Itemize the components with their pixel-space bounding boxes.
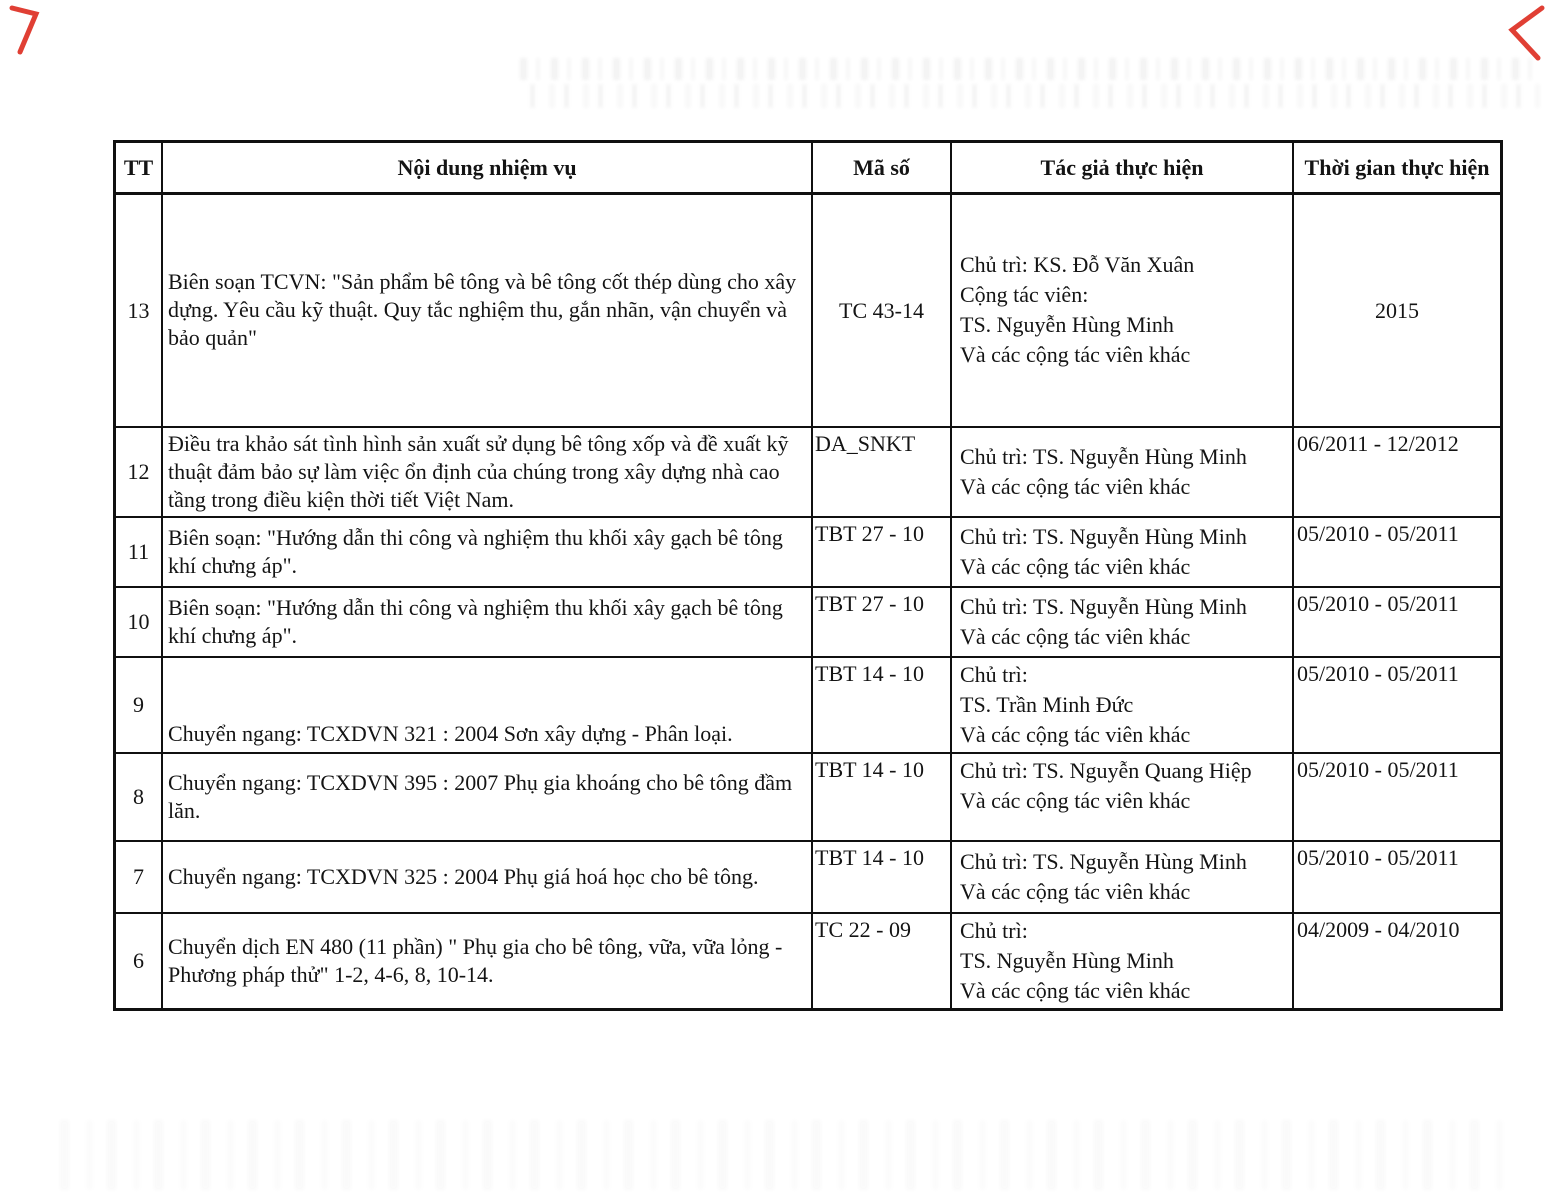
cell-tac_gia <box>951 841 1293 913</box>
red-pen-mark-top-left-icon <box>6 4 52 56</box>
text-line: Chủ trì: TS. Nguyễn Hùng Minh <box>960 593 1247 619</box>
text-line: Chủ trì: TS. Nguyễn Hùng Minh <box>960 848 1247 874</box>
table-body <box>115 194 1502 1010</box>
cell-tt: 9 <box>115 657 163 753</box>
cell-thoi_gian: 06/2011 - 12/2012 <box>1293 427 1502 517</box>
table-row-13 <box>115 194 1502 427</box>
table-header <box>115 142 1502 194</box>
column-header-content: Nội dung nhiệm vụ <box>162 142 812 194</box>
text-line: Chủ trì: TS. Nguyễn Hùng Minh <box>960 523 1247 549</box>
scan-ghost-band-top-2 <box>530 84 1540 108</box>
cell-content: Biên soạn: "Hướng dẫn thi công và nghiệm thu khối xây gạch bê tông khí chưng áp". <box>162 517 812 587</box>
text-line: TS. Trần Minh Đức <box>960 691 1134 717</box>
cell-ma_so: TC 22 - 09 <box>812 913 951 1010</box>
cell-thoi_gian: 04/2009 - 04/2010 <box>1293 913 1502 1010</box>
table-row-12 <box>115 427 1502 517</box>
cell-thoi_gian: 05/2010 - 05/2011 <box>1293 753 1502 841</box>
cell-thoi_gian: 05/2010 - 05/2011 <box>1293 517 1502 587</box>
text-line: Và các cộng tác viên khác <box>960 342 1191 368</box>
column-header-ma_so: Mã số <box>812 142 951 194</box>
tasks-table <box>113 140 1503 1011</box>
cell-content: Biên soạn: "Hướng dẫn thi công và nghiệm thu khối xây gạch bê tông khí chưng áp". <box>162 587 812 657</box>
cell-thoi_gian: 05/2010 - 05/2011 <box>1293 657 1502 753</box>
cell-tac_gia <box>951 587 1293 657</box>
text-line: TS. Nguyễn Hùng Minh <box>960 947 1174 973</box>
cell-content: Chuyển ngang: TCXDVN 325 : 2004 Phụ giá hoá học cho bê tông. <box>162 841 812 913</box>
cell-thoi_gian: 05/2010 - 05/2011 <box>1293 841 1502 913</box>
cell-ma_so: TBT 27 - 10 <box>812 517 951 587</box>
table-row-10 <box>115 587 1502 657</box>
cell-tt: 12 <box>115 427 163 517</box>
text-line: Chủ trì: TS. Nguyễn Quang Hiệp <box>960 757 1252 783</box>
cell-content: Chuyển dịch EN 480 (11 phần) " Phụ gia cho bê tông, vữa, vữa lỏng - Phương pháp thử" 1-2, 4-6, 8, 10-14. <box>162 913 812 1010</box>
text-line: Cộng tác viên: <box>960 282 1089 308</box>
cell-thoi_gian: 2015 <box>1293 194 1502 427</box>
header-row <box>115 142 1502 194</box>
text-line: Chủ trì: <box>960 661 1028 687</box>
cell-tt: 7 <box>115 841 163 913</box>
column-header-tac_gia: Tác giả thực hiện <box>951 142 1293 194</box>
cell-tt: 8 <box>115 753 163 841</box>
table-row-6 <box>115 913 1502 1010</box>
text-line: Và các cộng tác viên khác <box>960 553 1191 579</box>
text-line: Chủ trì: TS. Nguyễn Hùng Minh <box>960 443 1247 469</box>
text-line: Và các cộng tác viên khác <box>960 977 1191 1003</box>
cell-tac_gia <box>951 753 1293 841</box>
text-line: Và các cộng tác viên khác <box>960 721 1191 747</box>
column-header-tt: TT <box>115 142 163 194</box>
text-line: Chủ trì: <box>960 917 1028 943</box>
cell-tac_gia <box>951 657 1293 753</box>
cell-ma_so: TC 43-14 <box>812 194 951 427</box>
cell-tt: 10 <box>115 587 163 657</box>
table-row-7 <box>115 841 1502 913</box>
text-line: Và các cộng tác viên khác <box>960 878 1191 904</box>
text-line: TS. Nguyễn Hùng Minh <box>960 312 1174 338</box>
cell-tt: 11 <box>115 517 163 587</box>
table-row-11 <box>115 517 1502 587</box>
cell-tac_gia <box>951 194 1293 427</box>
cell-tt: 6 <box>115 913 163 1010</box>
table-row-8 <box>115 753 1502 841</box>
cell-tac_gia <box>951 913 1293 1010</box>
cell-thoi_gian: 05/2010 - 05/2011 <box>1293 587 1502 657</box>
cell-ma_so: TBT 14 - 10 <box>812 657 951 753</box>
red-pen-mark-top-right-icon <box>1498 4 1550 64</box>
cell-ma_so: TBT 14 - 10 <box>812 841 951 913</box>
text-line: Và các cộng tác viên khác <box>960 473 1191 499</box>
text-line: Chủ trì: KS. Đỗ Văn Xuân <box>960 252 1195 278</box>
text-line: Và các cộng tác viên khác <box>960 623 1191 649</box>
table-row-9 <box>115 657 1502 753</box>
cell-content: Chuyển ngang: TCXDVN 321 : 2004 Sơn xây dựng - Phân loại. <box>162 657 812 753</box>
cell-tac_gia <box>951 427 1293 517</box>
cell-content: Chuyển ngang: TCXDVN 395 : 2007 Phụ gia khoáng cho bê tông đầm lăn. <box>162 753 812 841</box>
cell-tac_gia <box>951 517 1293 587</box>
cell-content: Điều tra khảo sát tình hình sản xuất sử dụng bê tông xốp và đề xuất kỹ thuật đảm bảo sự làm việc ổn định của chúng trong xây dựng nhà cao tầng trong điều kiện thời tiết Việt Nam. <box>162 427 812 517</box>
cell-ma_so: DA_SNKT <box>812 427 951 517</box>
column-header-thoi_gian: Thời gian thực hiện <box>1293 142 1502 194</box>
cell-ma_so: TBT 27 - 10 <box>812 587 951 657</box>
scan-ghost-band-bottom <box>60 1120 1510 1190</box>
text-line: Và các cộng tác viên khác <box>960 787 1191 813</box>
cell-tt: 13 <box>115 194 163 427</box>
scan-ghost-band-top <box>520 58 1540 80</box>
cell-ma_so: TBT 14 - 10 <box>812 753 951 841</box>
cell-content: Biên soạn TCVN: "Sản phẩm bê tông và bê tông cốt thép dùng cho xây dựng. Yêu cầu kỹ thuật. Quy tắc nghiệm thu, gắn nhãn, vận chuyển và bảo quản" <box>162 194 812 427</box>
